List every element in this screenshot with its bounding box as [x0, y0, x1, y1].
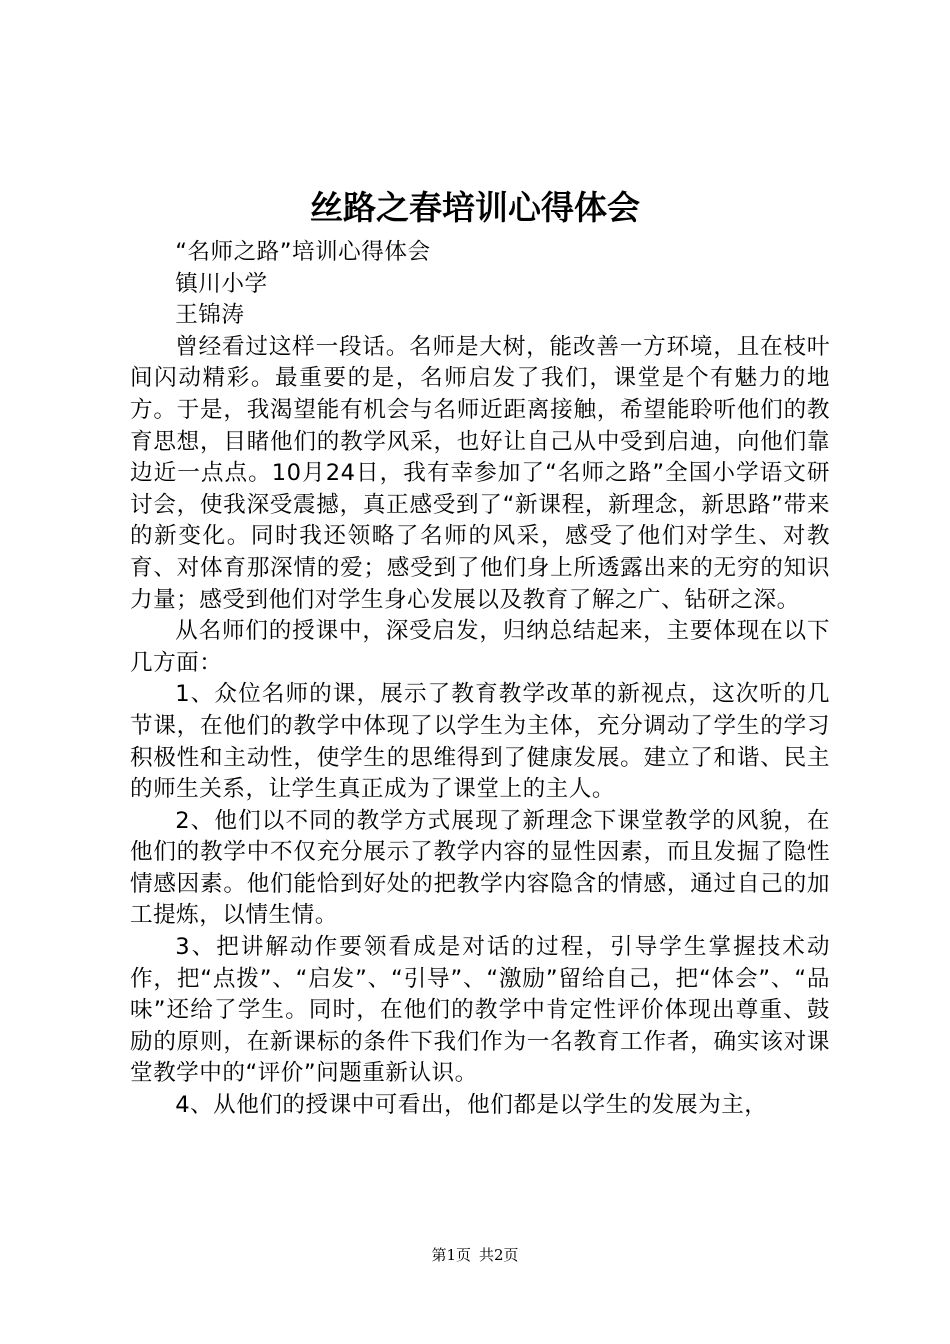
body-paragraph: 3、把讲解动作要领看成是对话的过程，引导学生掌握技术动作，把“点拨”、“启发”、“引导”、“激励”留给自己，把“体会”、“品味”还给了学生。同时，在他们的教学中肯定性评价体现出尊重、鼓励的原则，在新课标的条件下我们作为一名教育工作者，确实该对课堂教学中的“评价”问题重新认识。 — [130, 934, 830, 1087]
body-paragraph: 2、他们以不同的教学方式展现了新理念下课堂教学的风貌，在他们的教学中不仅充分展示了教学内容的显性因素，而且发掘了隐性情感因素。他们能恰到好处的把教学内容隐含的情感，通过自己的加工提炼，以情生情。 — [130, 807, 830, 929]
document-title: 丝路之春培训心得体会 — [310, 188, 640, 227]
page-total: 共2页 — [479, 1246, 519, 1264]
page-number: 第1页 — [431, 1246, 471, 1264]
subtitle-paragraph: “名师之路”培训心得体会 — [175, 239, 431, 265]
body-paragraph: 从名师们的授课中，深受启发，归纳总结起来，主要体现在以下几方面： — [130, 618, 830, 676]
body-paragraph: 1、众位名师的课，展示了教育教学改革的新视点，这次听的几节课，在他们的教学中体现了以学生为主体，充分调动了学生的学习积极性和主动性，使学生的思维得到了健康发展。建立了和谐、民主的师生关系，让学生真正成为了课堂上的主人。 — [130, 681, 830, 803]
page-footer — [0, 1245, 950, 1265]
author-name-paragraph: 王锦涛 — [175, 302, 245, 329]
body-paragraph: 曾经看过这样一段话。名师是大树，能改善一方环境，且在枝叶间闪动精彩。最重要的是，名师启发了我们，课堂是个有魅力的地方。于是，我渴望能有机会与名师近距离接触，希望能聆听他们的教育思想，目睹他们的教学风采，也好让自己从中受到启迪，向他们靠边近一点点。10月24日，我有幸参加了“名师之路”全国小学语文研讨会，使我深受震撼，真正感受到了“新课程，新理念，新思路”带来的新变化。同时我还领略了名师的风采，感受了他们对学生、对教育、对体育那深情的爱；感受到了他们身上所透露出来的无穷的知识力量；感受到他们对学生身心发展以及教育了解之广、钻研之深。 — [130, 333, 830, 613]
school-name-paragraph: 镇川小学 — [175, 270, 268, 297]
body-paragraph: 4、从他们的授课中可看出，他们都是以学生的发展为主， — [175, 1092, 768, 1119]
document-body — [130, 237, 830, 1122]
